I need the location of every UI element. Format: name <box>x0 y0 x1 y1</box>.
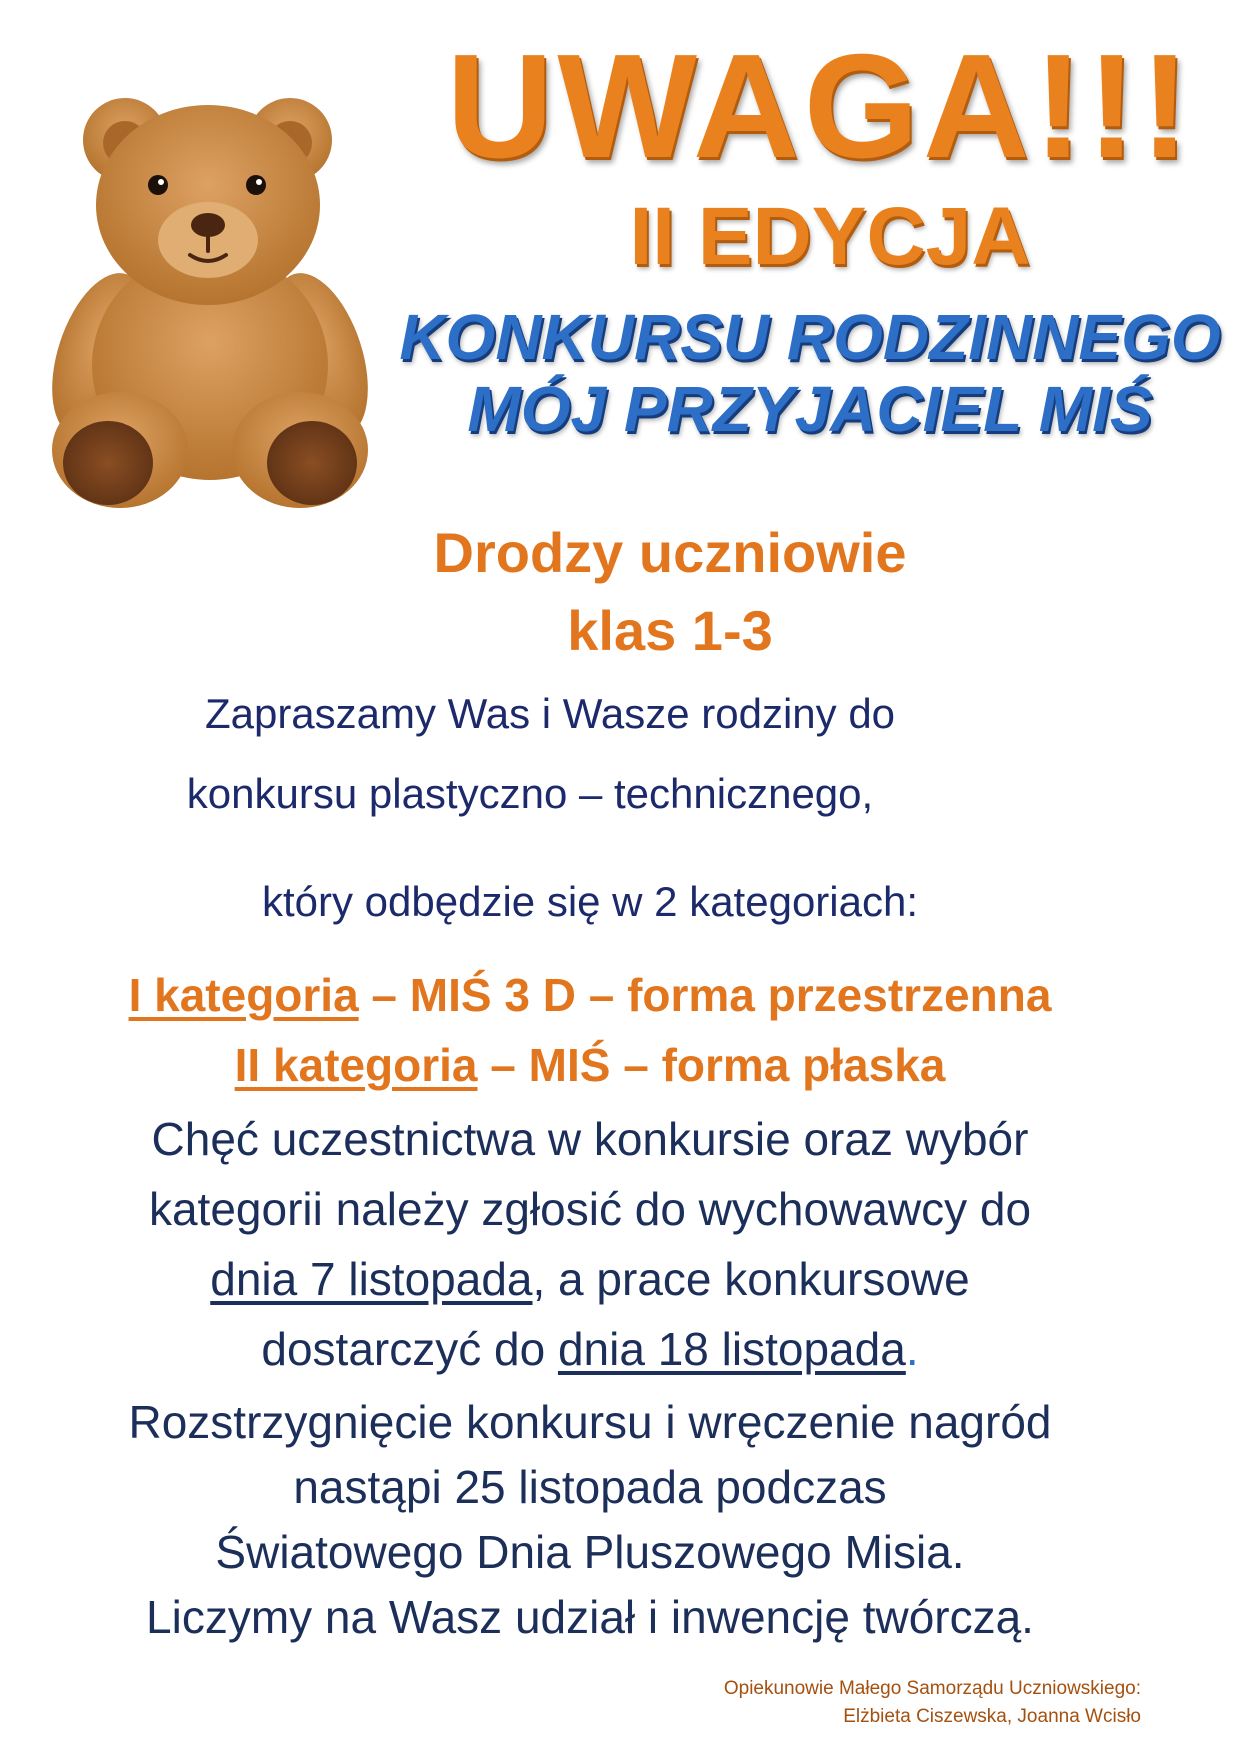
finale-line2: nastąpi 25 listopada podczas <box>293 1461 887 1513</box>
rules-line3 <box>40 1252 1140 1306</box>
finale-line3: Światowego Dnia Pluszowego Misia. <box>215 1526 965 1578</box>
category-1-label: I kategoria <box>128 969 359 1021</box>
rules-line4-pre: dostarczyć do <box>261 1323 558 1375</box>
rules-line4-dot: . <box>905 1323 919 1375</box>
category-2 <box>40 1038 1140 1092</box>
rules-line4 <box>40 1322 1140 1376</box>
contest-name-line2: MÓJ PRZYJACIEL MIŚ <box>467 373 1153 445</box>
rules-line3-rest: , a prace konkursowe <box>532 1253 970 1305</box>
category-2-label: II kategoria <box>234 1039 478 1091</box>
rules-line1: Chęć uczestnictwa w konkursie oraz wybór <box>151 1113 1029 1165</box>
category-1 <box>40 968 1140 1022</box>
invite-line3: który odbędzie się w 2 kategoriach: <box>261 878 919 925</box>
invite-line1: Zapraszamy Was i Wasze rodziny do <box>204 690 896 737</box>
rules-line2: kategorii należy zgłosić do wychowawcy do <box>148 1183 1032 1235</box>
footer-line2: Elżbieta Ciszewska, Joanna Wcisło <box>843 1706 1141 1727</box>
contest-name-line1: KONKURSU RODZINNEGO <box>399 301 1221 373</box>
finale-line4: Liczymy na Wasz udział i inwencję twórczą. <box>146 1591 1034 1643</box>
category-1-desc: – MIŚ 3 D – forma przestrzenna <box>358 969 1052 1021</box>
greeting-line2: klas 1-3 <box>567 599 773 662</box>
category-2-desc: – MIŚ – forma płaska <box>477 1039 946 1091</box>
deadline-delivery: dnia 18 listopada <box>557 1323 906 1375</box>
footer-line1: Opiekunowie Małego Samorządu Uczniowskiego: <box>723 1678 1141 1699</box>
deadline-signup: dnia 7 listopada <box>210 1253 533 1305</box>
finale-line1: Rozstrzygnięcie konkursu i wręczenie nagród <box>128 1396 1052 1448</box>
greeting-line1: Drodzy uczniowie <box>433 521 907 584</box>
teddy-bear-icon <box>30 85 400 515</box>
page-title: UWAGA!!! <box>446 24 1194 189</box>
invite-line2: konkursu plastyczno – technicznego, <box>186 770 874 817</box>
edition-label: II EDYCJA <box>629 191 1031 282</box>
